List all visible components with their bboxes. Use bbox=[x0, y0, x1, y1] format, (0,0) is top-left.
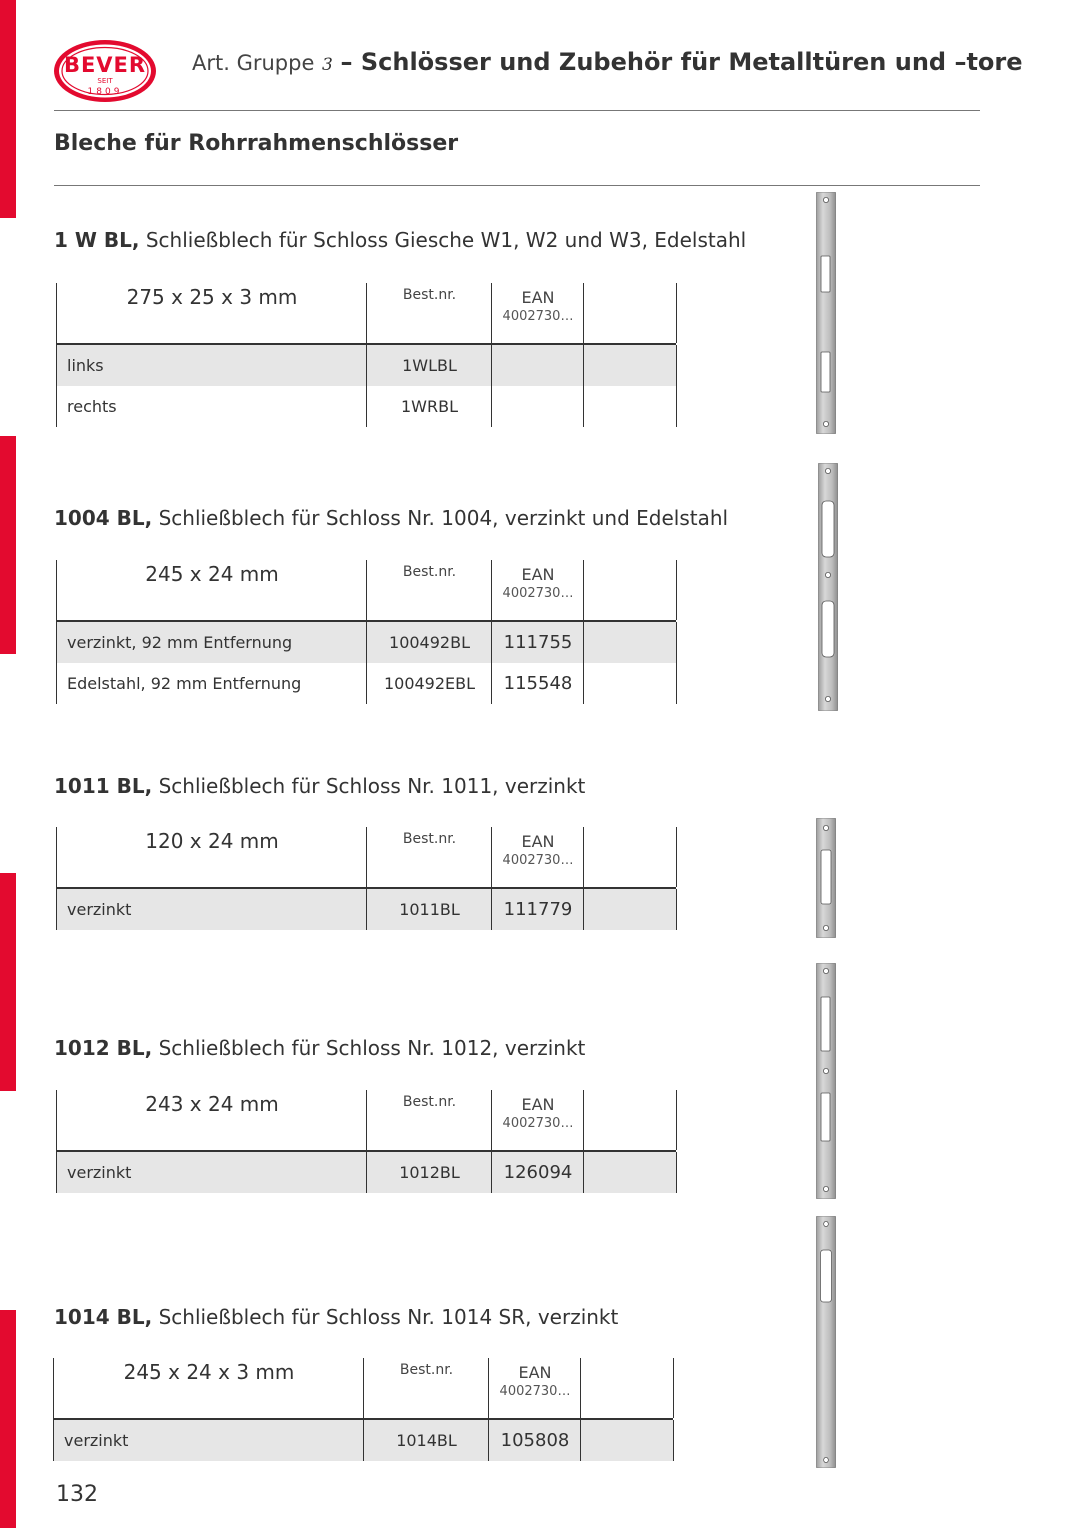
table-row bbox=[56, 622, 676, 663]
best-nr-label: Best.nr. bbox=[402, 287, 457, 303]
bever-logo bbox=[52, 38, 158, 104]
page-header bbox=[192, 48, 1023, 76]
section-rule bbox=[54, 185, 980, 186]
ean-prefix: 4002730… bbox=[499, 1384, 571, 1399]
product-dimensions: 275 x 25 x 3 mm bbox=[126, 285, 298, 309]
product-heading bbox=[54, 1036, 585, 1060]
header-title: – Schlösser und Zubehör für Metalltüren und –tore bbox=[340, 48, 1023, 76]
table-header bbox=[56, 283, 676, 345]
best-nr-cell: 1WLBL bbox=[402, 356, 457, 375]
ean-label: EAN bbox=[521, 1095, 555, 1114]
product-dimensions: 245 x 24 mm bbox=[145, 562, 279, 586]
strike-plate-image bbox=[816, 818, 836, 938]
strike-plate-image bbox=[816, 963, 836, 1199]
product-table bbox=[56, 827, 676, 930]
ean-prefix: 4002730… bbox=[502, 853, 574, 868]
product-code: 1004 BL, bbox=[54, 506, 153, 530]
header-prefix: Art. Gruppe bbox=[192, 51, 315, 75]
table-row bbox=[56, 345, 676, 386]
best-nr-label: Best.nr. bbox=[402, 1094, 457, 1110]
product-dimensions: 243 x 24 mm bbox=[145, 1092, 279, 1116]
red-side-tab bbox=[0, 436, 16, 654]
table-row bbox=[53, 1420, 673, 1461]
best-nr-cell: 1012BL bbox=[399, 1163, 460, 1182]
table-row bbox=[56, 386, 676, 427]
red-side-tab bbox=[0, 1310, 16, 1528]
best-nr-cell: 1014BL bbox=[396, 1431, 457, 1450]
ean-label: EAN bbox=[518, 1363, 552, 1382]
ean-cell: 105808 bbox=[500, 1430, 570, 1451]
product-code: 1011 BL, bbox=[54, 774, 153, 798]
strike-plate-image bbox=[816, 1216, 836, 1468]
table-header bbox=[56, 827, 676, 889]
table-row bbox=[56, 889, 676, 930]
product-description: Schließblech für Schloss Nr. 1012, verzinkt bbox=[158, 1036, 586, 1060]
best-nr-label: Best.nr. bbox=[399, 1362, 454, 1378]
ean-label: EAN bbox=[521, 565, 555, 584]
red-side-tab bbox=[0, 0, 16, 218]
product-description: Schließblech für Schloss Nr. 1011, verzinkt bbox=[158, 774, 586, 798]
best-nr-cell: 100492BL bbox=[389, 633, 470, 652]
product-description: Schließblech für Schloss Nr. 1014 SR, verzinkt bbox=[158, 1305, 619, 1329]
header-group-number: 3 bbox=[322, 55, 333, 75]
best-nr-cell: 100492EBL bbox=[383, 674, 476, 693]
product-heading bbox=[54, 774, 585, 798]
product-dimensions: 120 x 24 mm bbox=[145, 829, 279, 853]
table-row bbox=[56, 1152, 676, 1193]
product-description: Schließblech für Schloss Nr. 1004, verzinkt und Edelstahl bbox=[158, 506, 729, 530]
product-code: 1 W BL, bbox=[54, 228, 140, 252]
page-number: 132 bbox=[56, 1482, 98, 1507]
product-heading bbox=[54, 1305, 618, 1329]
product-heading bbox=[54, 228, 746, 252]
product-code: 1012 BL, bbox=[54, 1036, 153, 1060]
ean-prefix: 4002730… bbox=[502, 309, 574, 324]
logo-year: 1809 bbox=[87, 87, 123, 97]
ean-cell: 126094 bbox=[503, 1162, 573, 1183]
variant-cell: verzinkt, 92 mm Entfernung bbox=[67, 633, 293, 652]
variant-cell: verzinkt bbox=[67, 900, 132, 919]
ean-cell: 111755 bbox=[503, 632, 573, 653]
variant-cell: rechts bbox=[67, 397, 117, 416]
logo-wordmark: BEVER bbox=[63, 53, 147, 77]
strike-plate-image bbox=[816, 192, 836, 434]
product-code: 1014 BL, bbox=[54, 1305, 153, 1329]
ean-prefix: 4002730… bbox=[502, 1116, 574, 1131]
product-heading bbox=[54, 506, 728, 530]
best-nr-cell: 1011BL bbox=[399, 900, 460, 919]
section-title: Bleche für Rohrrahmenschlösser bbox=[54, 131, 459, 156]
ean-label: EAN bbox=[521, 288, 555, 307]
logo-seit: SEIT bbox=[97, 77, 113, 85]
best-nr-label: Best.nr. bbox=[402, 831, 457, 847]
table-header bbox=[53, 1358, 673, 1420]
red-side-tab bbox=[0, 873, 16, 1091]
product-table bbox=[56, 283, 676, 427]
ean-cell: 111779 bbox=[503, 899, 573, 920]
variant-cell: Edelstahl, 92 mm Entfernung bbox=[67, 674, 302, 693]
header-rule bbox=[54, 110, 980, 111]
ean-prefix: 4002730… bbox=[502, 586, 574, 601]
best-nr-cell: 1WRBL bbox=[400, 397, 458, 416]
ean-label: EAN bbox=[521, 832, 555, 851]
table-header bbox=[56, 560, 676, 622]
product-dimensions: 245 x 24 x 3 mm bbox=[123, 1360, 295, 1384]
product-table bbox=[53, 1358, 673, 1461]
product-table bbox=[56, 560, 676, 704]
ean-cell: 115548 bbox=[503, 673, 573, 694]
strike-plate-image bbox=[818, 463, 838, 711]
table-header bbox=[56, 1090, 676, 1152]
best-nr-label: Best.nr. bbox=[402, 564, 457, 580]
product-description: Schließblech für Schloss Giesche W1, W2 und W3, Edelstahl bbox=[145, 228, 747, 252]
table-row bbox=[56, 663, 676, 704]
product-table bbox=[56, 1090, 676, 1193]
variant-cell: verzinkt bbox=[67, 1163, 132, 1182]
variant-cell: verzinkt bbox=[64, 1431, 129, 1450]
variant-cell: links bbox=[67, 356, 104, 375]
